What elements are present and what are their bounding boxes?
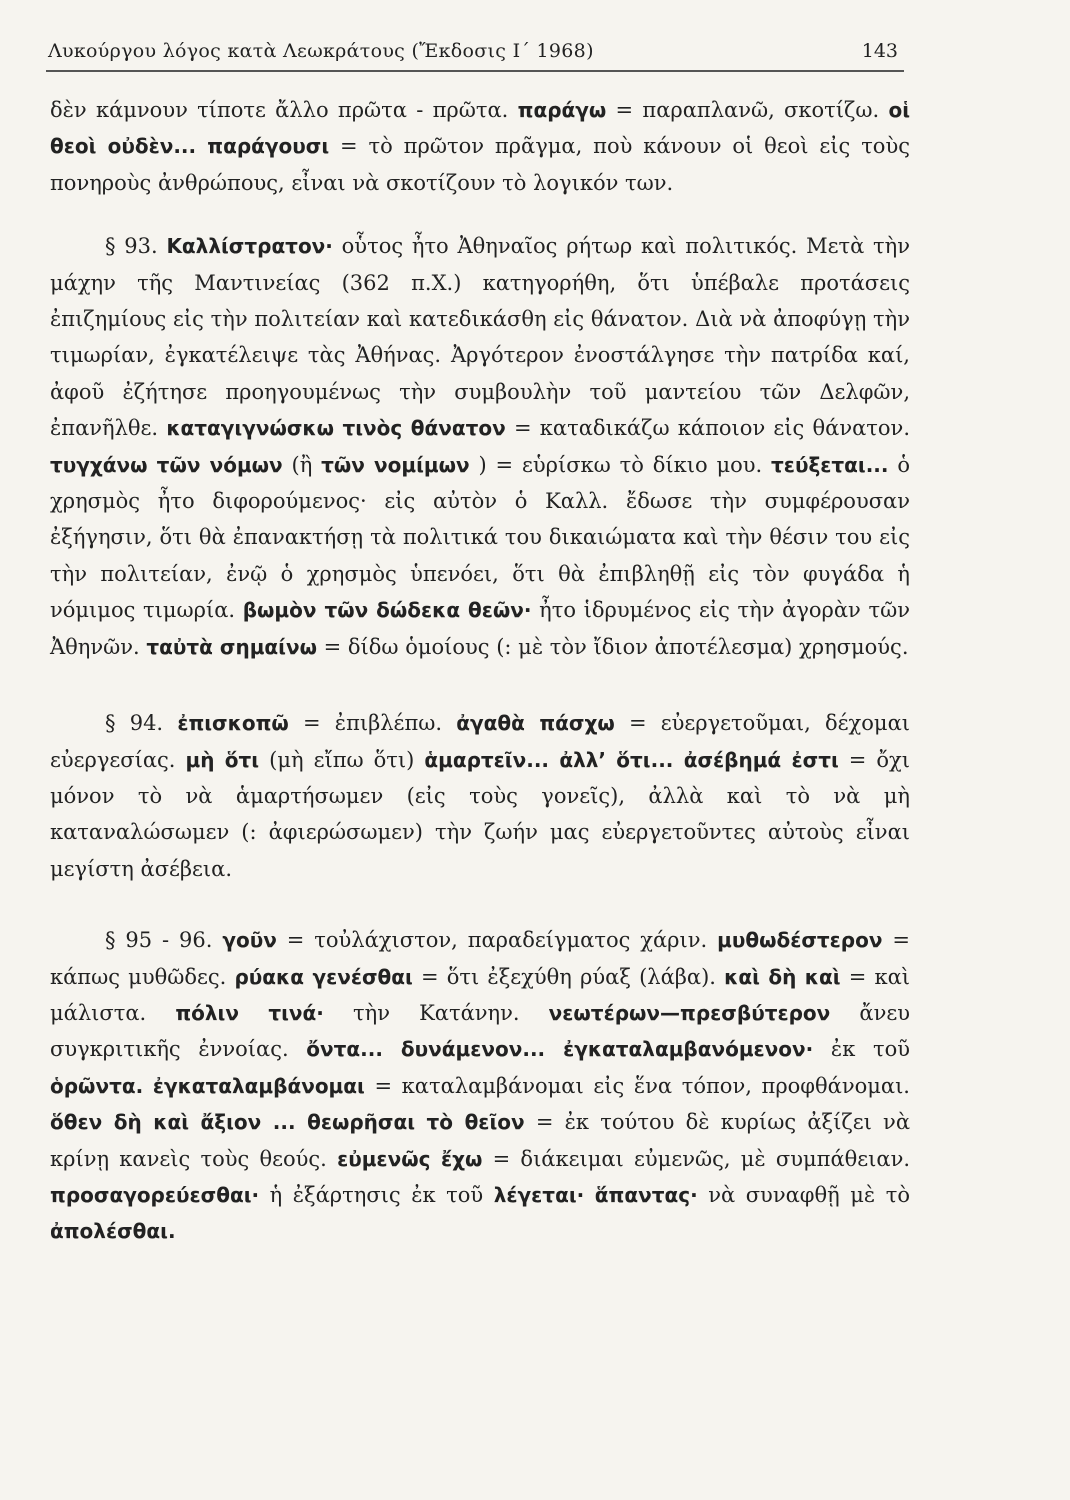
text-run: οὗτος ἦτο Ἀθηναῖος ρήτωρ καὶ πολιτικός. Μετὰ τὴν μάχην τῆς Μαντινείας (362 π.Χ.) κατηγορήθη, ὅτι ὑπέβαλε προτάσεις ἐπιζημίους εἰς τὴν πολιτείαν καὶ κατεδικάσθη εἰς θάνατον. Διὰ νὰ ἀποφύγῃ τὴν τιμωρίαν, ἐγκατέλειψε τὰς Ἀθήνας. Ἀργότερον ἐνοστάλγησε τὴν πατρίδα καί, ἀφοῦ ἐζήτησε προηγουμένως τὴν συμβουλὴν τοῦ μαντείου τῶν Δελφῶν, ἐπανῆλθε.	[50, 234, 911, 441]
lemma-term: τῶν νομίμων	[321, 452, 470, 477]
text-run: ἡ ἐξάρτησις ἐκ τοῦ	[259, 1182, 494, 1207]
page-number: 143	[861, 40, 898, 62]
paragraph-intro	[50, 92, 910, 201]
lemma-term: πόλιν τινά·	[175, 1000, 324, 1025]
text-run: = δίδω ὁμοίους (: μὲ τὸν ἴδιον ἀποτέλεσμα) χρησμούς.	[316, 634, 909, 659]
lemma-term: τυγχάνω τῶν νόμων	[50, 452, 283, 477]
lemma-term: παράγω	[517, 98, 607, 122]
header-rule	[46, 70, 904, 72]
text-run: § 95 - 96.	[105, 928, 223, 953]
text-run: = εὐεργετοῦμαι, δέχομαι εὐεργεσίας.	[50, 711, 910, 772]
lemma-term: ὄντα... δυνάμενον... ἐγκαταλαμβανόμενον·	[306, 1037, 814, 1062]
text-run: (μὴ εἴπω ὅτι)	[259, 747, 425, 772]
text-run: ὁ χρησμὸς ἦτο διφορούμενος· εἰς αὐτὸν ὁ Καλλ. ἔδωσε τὴν συμφέρουσαν ἐξήγησιν, ὅτι θὰ ἐπανακτήσῃ τὰ πολιτικά του δικαιώματα καὶ τὴν θέσιν του εἰς τὴν πολιτείαν, ἐνῷ ὁ χρησμὸς ὑπενόει, ὅτι θὰ ἐπιβληθῇ εἰς τὸν φυγάδα ἡ νόμιμος τιμωρία.	[50, 452, 910, 623]
lemma-term: μυθωδέστερον	[717, 928, 883, 953]
lemma-term: καὶ δὴ καὶ	[724, 964, 841, 989]
text-run: τὴν Κατάνην.	[323, 1000, 549, 1025]
lemma-term: μὴ ὅτι	[185, 747, 260, 772]
paragraph-section-93	[50, 228, 910, 665]
text-run: ἦτο ἱδρυμένος εἰς τὴν ἀγορὰν τῶν Ἀθηνῶν.	[50, 598, 910, 659]
text-run: ) = εὑρίσκω τὸ δίκιο μου.	[469, 452, 772, 477]
text-run: = τοὐλάχιστον, παραδείγματος χάριν.	[276, 928, 718, 953]
lemma-term: ἅπαντας·	[594, 1182, 698, 1207]
lemma-term: ὅθεν δὴ καὶ ἄξιον ... θεωρῆσαι τὸ θεῖον	[50, 1110, 525, 1135]
text-run: = τὸ πρῶτον πρᾶγμα, ποὺ κάνουν οἱ θεοὶ εἰς τοὺς πονηροὺς ἀνθρώπους, εἶναι νὰ σκοτίζουν τὸ λογικόν των.	[50, 134, 910, 195]
text-run: = κάπως μυθῶδες.	[50, 928, 910, 989]
text-run: ἐκ τοῦ	[813, 1037, 911, 1062]
text-run: § 93.	[105, 234, 167, 259]
lemma-term: καταγιγνώσκω τινὸς θάνατον	[166, 416, 506, 441]
lemma-term: ρύακα γενέσθαι	[234, 964, 413, 989]
text-run: = ὅτι ἐξεχύθη ρύαξ (λάβα).	[412, 964, 725, 989]
paragraph-section-95-96	[50, 922, 910, 1250]
lemma-term: νεωτέρων—πρεσβύτερον	[548, 1000, 831, 1025]
lemma-term: Καλλίστρατον·	[166, 234, 333, 259]
text-run: = ἐπιβλέπω.	[288, 711, 457, 736]
text-run: δὲν κάμνουν τίποτε ἄλλο πρῶτα - πρῶτα.	[50, 98, 518, 122]
lemma-term: ταὐτὰ σημαίνω	[146, 634, 317, 659]
lemma-term: γοῦν	[222, 928, 277, 953]
lemma-term: λέγεται·	[493, 1182, 585, 1207]
text-run: (ἢ	[282, 452, 322, 477]
text-run: νὰ συναφθῇ μὲ τὸ	[697, 1182, 910, 1207]
lemma-term: ὁρῶντα.	[50, 1073, 144, 1098]
text-run: = παραπλανῶ, σκοτίζω.	[606, 98, 889, 122]
lemma-term: τεύξεται...	[771, 452, 889, 477]
lemma-term: ἐγκαταλαμβάνομαι	[152, 1073, 365, 1098]
paragraph-section-94	[50, 705, 910, 887]
text-run: = καταδικάζω κάποιον εἰς θάνατον.	[505, 416, 910, 441]
lemma-term: ἁμαρτεῖν... ἀλλ’ ὅτι... ἀσέβημά ἐστι	[424, 747, 839, 772]
lemma-term: ἀπολέσθαι.	[50, 1219, 176, 1244]
lemma-term: οἱ θεοὶ οὐδὲν... παράγουσι	[50, 98, 910, 159]
text-run	[143, 1074, 153, 1098]
text-run: = διάκειμαι εὐμενῶς, μὲ συμπάθειαν.	[482, 1146, 911, 1171]
running-header: Λυκούργου λόγος κατὰ Λεωκράτους (Ἔκδοσις Ι΄ 1968)	[48, 40, 594, 62]
lemma-term: ἀγαθὰ πάσχω	[456, 711, 615, 736]
lemma-term: προσαγορεύεσθαι·	[50, 1182, 260, 1207]
text-run: = ἐκ τούτου δὲ κυρίως ἀξίζει νὰ κρίνῃ κανεὶς τοὺς θεούς.	[50, 1110, 910, 1171]
lemma-term: βωμὸν τῶν δώδεκα θεῶν·	[242, 598, 532, 623]
text-run	[584, 1183, 595, 1207]
text-run: ἄνευ συγκριτικῆς ἐννοίας.	[50, 1000, 910, 1062]
lemma-term: ἐπισκοπῶ	[177, 711, 289, 736]
text-run: = ὄχι μόνον τὸ νὰ ἁμαρτήσωμεν (εἰς τοὺς γονεῖς), ἀλλὰ καὶ τὸ νὰ μὴ καταναλώσωμεν (: ἀφιερώσωμεν) τὴν ζωήν μας εὐεργετοῦντες αὐτοὺς εἶναι μεγίστη ἀσέβεια.	[50, 747, 911, 881]
commentary-body	[50, 92, 910, 1250]
text-run: § 94.	[105, 711, 178, 736]
lemma-term: εὐμενῶς ἔχω	[337, 1146, 483, 1171]
text-run: = καὶ μάλιστα.	[50, 964, 910, 1025]
text-run: = καταλαμβάνομαι εἰς ἕνα τόπον, προφθάνομαι.	[364, 1073, 910, 1098]
